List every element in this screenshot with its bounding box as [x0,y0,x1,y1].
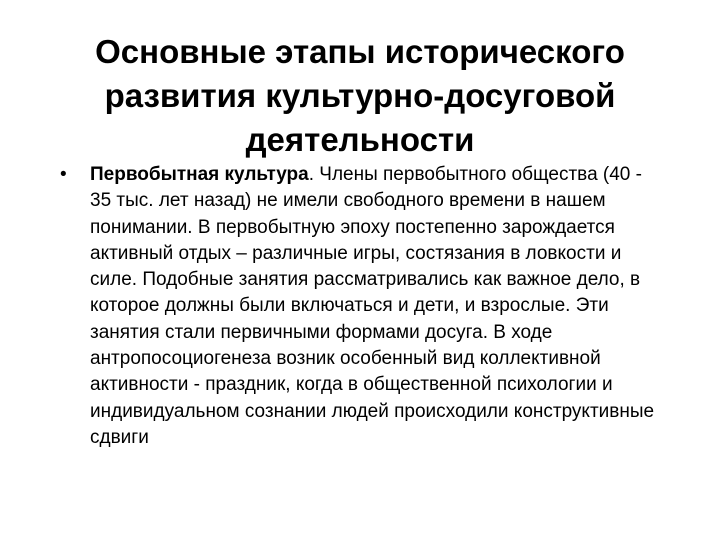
bullet-marker: • [60,164,67,185]
bullet-text: . Члены первобытного общества (40 - 35 тыс. лет назад) не имели свободного времени в нашем понимании. В первобытную эпоху постепенно зарождается активный отдых – различные игры, состязания в ловкости и силе. Подобные занятия рассматривались как важное дело, в которое должны были включаться и дети, и взрослые. Эти занятия стали первичными формами досуга. В ходе антропосоциогенеза возник особенный вид коллективной активности - праздник, когда в общественной психологии и индивидуальном сознании людей происходили конструктивные сдвиги [90,164,655,448]
bullet-item [60,162,660,451]
slide-title: Основные этапы исторического развития культурно-досуговой деятельности [95,33,625,158]
bullet-list [60,162,660,451]
bullet-term: Первобытная культура [90,164,309,185]
